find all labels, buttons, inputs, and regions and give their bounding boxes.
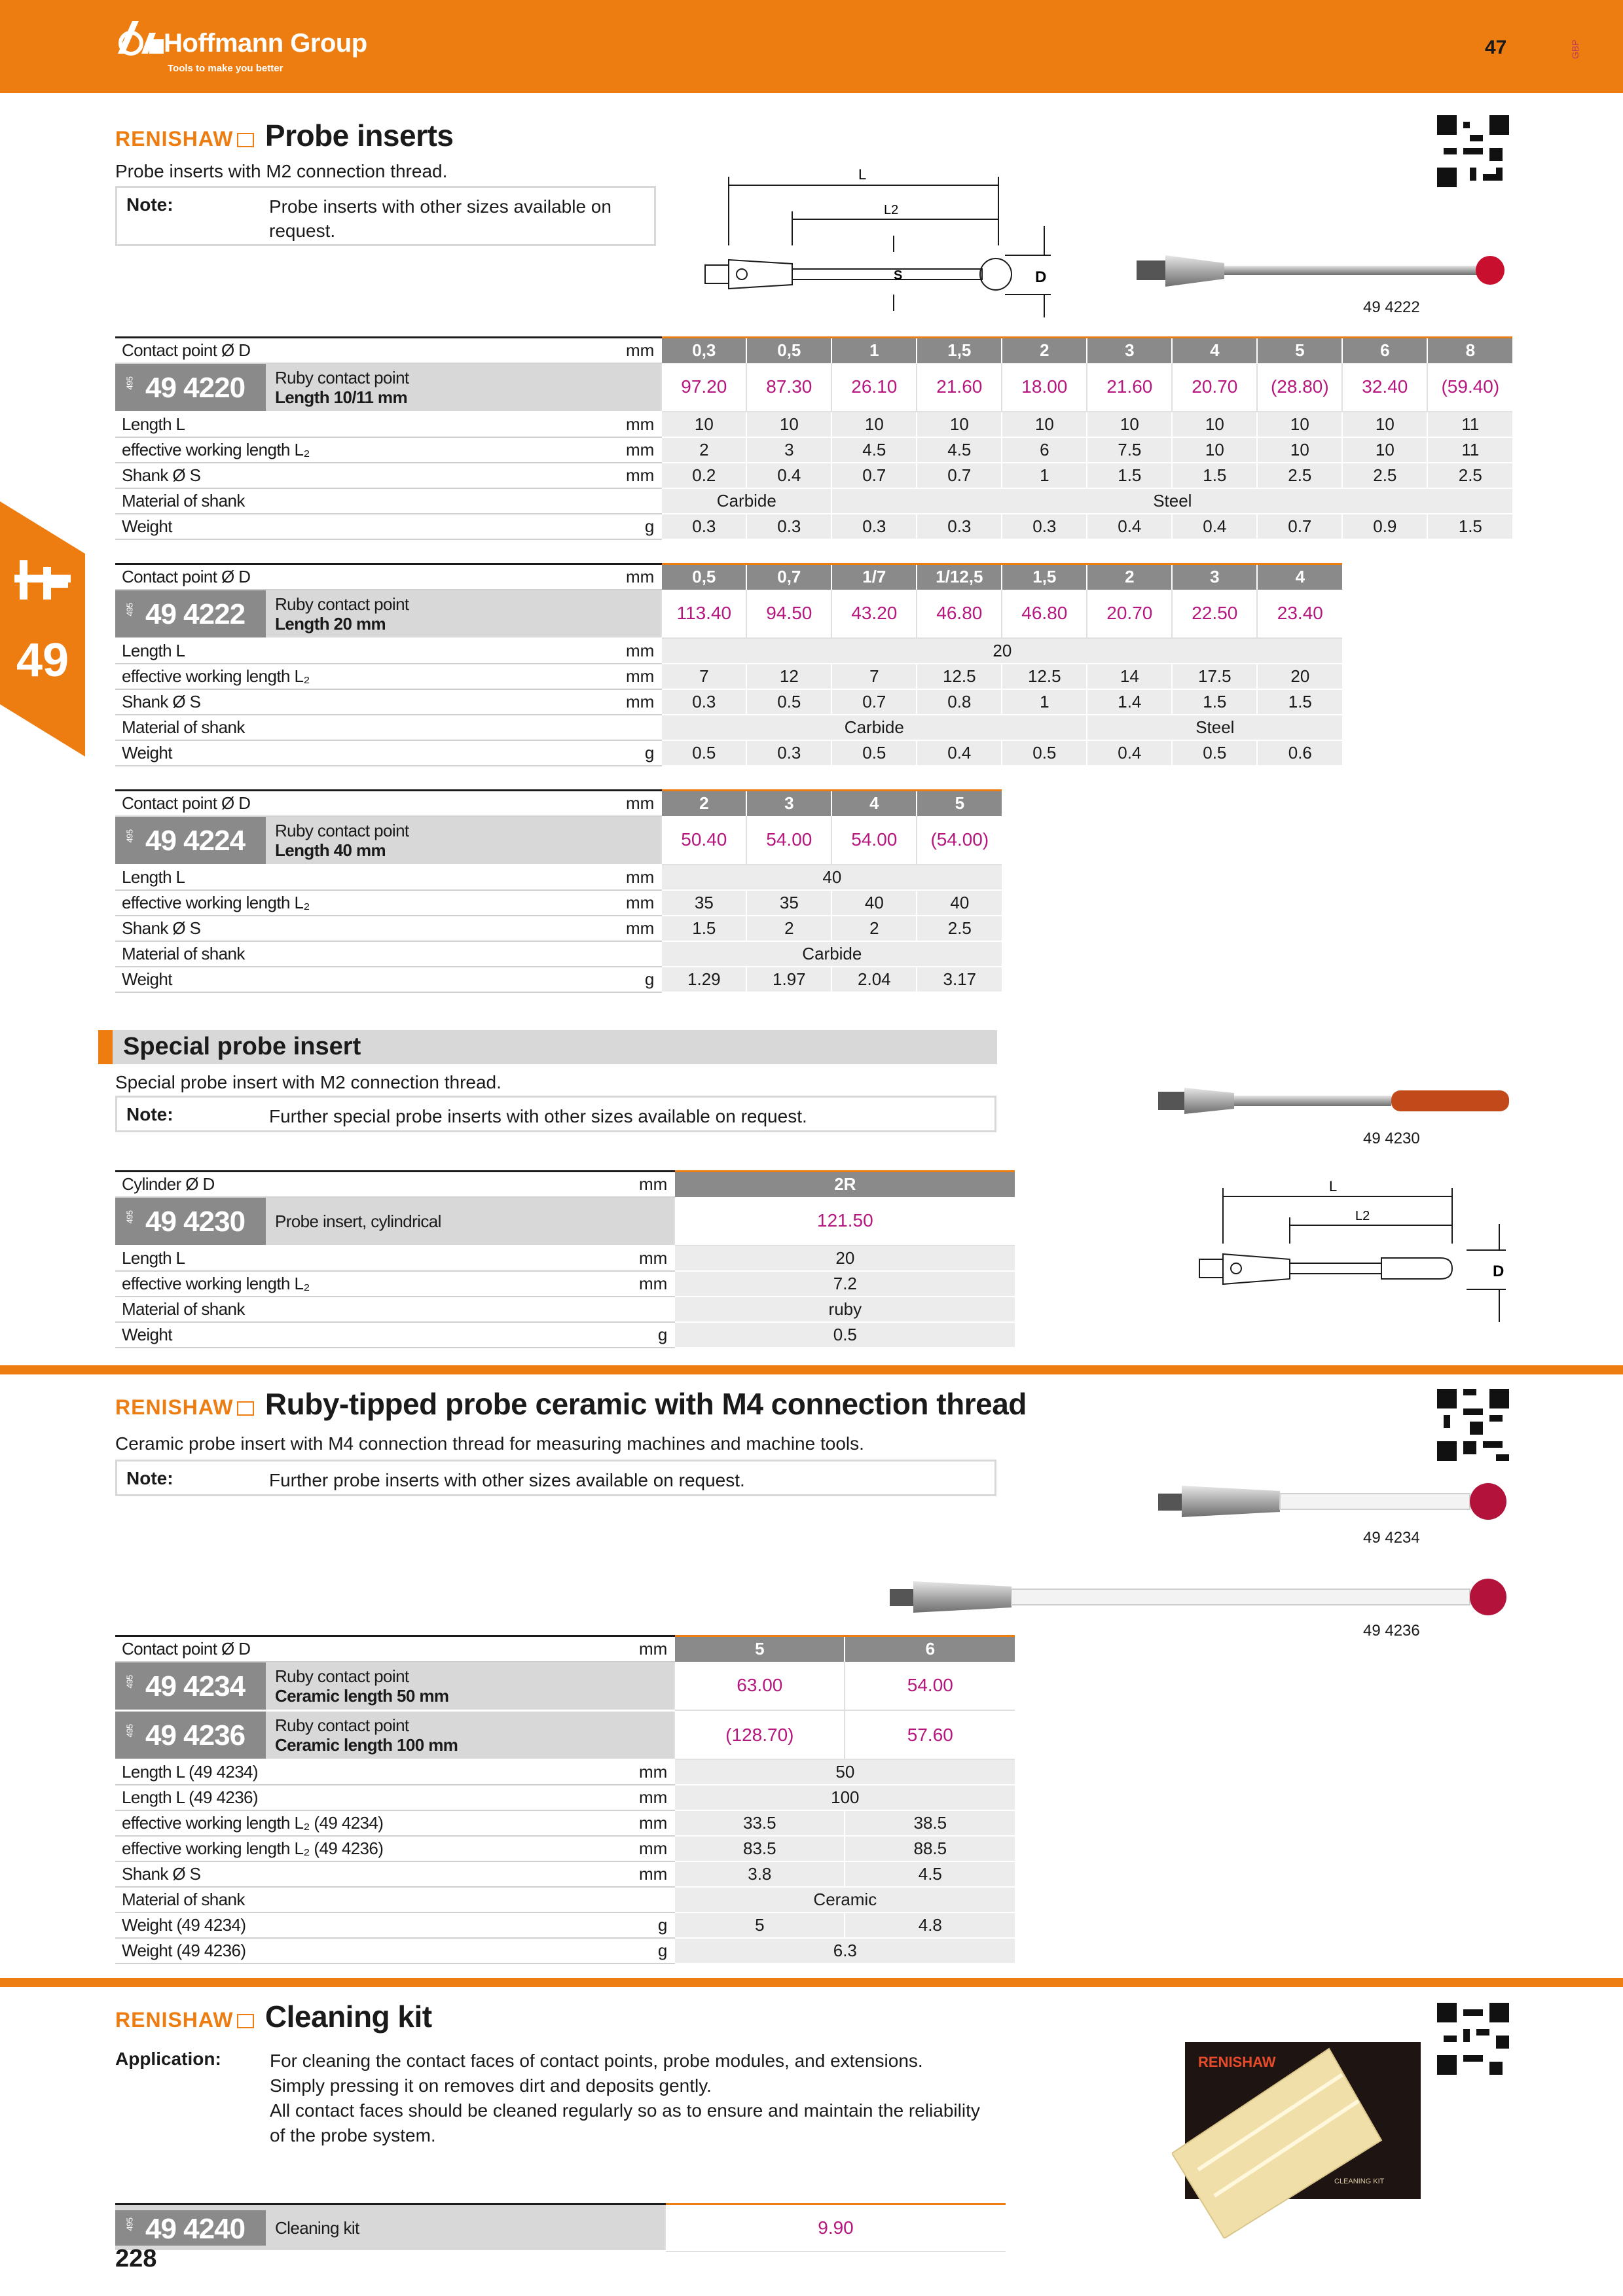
chapter-number: 49 — [16, 634, 69, 687]
renishaw-logo-icon — [237, 1401, 254, 1416]
note-label: Note: — [126, 194, 173, 215]
size-cell: 2 — [1002, 338, 1087, 363]
label-S: S — [894, 268, 903, 283]
size-cell: 6 — [1342, 338, 1427, 363]
size-cell: 1 — [831, 338, 917, 363]
brand-name: Hoffmann Group — [164, 29, 367, 58]
price-cell: 23.40 — [1257, 590, 1342, 639]
table-row: Shank Ø S mm 0.3 0.5 0.7 0.8 1 1.4 1.5 1.5 — [115, 689, 1342, 715]
probe-insert-photo — [1133, 242, 1512, 301]
table-row: effective working length L₂ mm 35 35 40 40 — [115, 890, 1002, 916]
price-cell: 9.90 — [665, 2204, 1006, 2251]
article-row[interactable] — [115, 363, 1512, 412]
section-title-ceramic: RENISHAW Ruby-tipped probe ceramic with M4 connection thread — [115, 1387, 1027, 1421]
table-49-4230 — [115, 1170, 1015, 1348]
price-cell: 20.70 — [1087, 590, 1172, 639]
row-label: Contact point Ø D — [115, 338, 619, 363]
table-49-4224 — [115, 789, 1002, 993]
price-cell: 32.40 — [1342, 363, 1427, 412]
table-row: Weight g 1.29 1.97 2.04 3.17 — [115, 967, 1002, 992]
price-cell: 18.00 — [1002, 363, 1087, 412]
table-header-row: Contact point Ø D mm 0,5 0,7 1/7 1/12,5 1,5 2 3 4 — [115, 564, 1342, 590]
ceramic-intro: Ceramic probe insert with M4 connection thread for measuring machines and machine tools. — [115, 1433, 864, 1454]
table-49-4222 — [115, 563, 1342, 766]
table-row: Length L mm 20 — [115, 1246, 1015, 1271]
article-number: 49 4236 — [145, 1719, 246, 1751]
price-cell: 50.40 — [661, 816, 746, 865]
article-row[interactable] — [115, 2204, 1006, 2251]
special-intro: Special probe insert with M2 connection thread. — [115, 1072, 501, 1092]
article-number: 49 4240 — [145, 2212, 246, 2245]
price-cell: 54.00 — [746, 816, 831, 865]
size-cell: 1,5 — [917, 338, 1002, 363]
brand-tagline: Tools to make you better — [168, 63, 283, 74]
table-row: effective working length L₂ mm 7 12 7 12.5 12.5 14 17.5 20 — [115, 664, 1342, 689]
price-cell: 43.20 — [831, 590, 917, 639]
price-cell: 97.20 — [661, 363, 746, 412]
table-row: Length L mm 10 10 10 10 10 10 10 10 10 11 — [115, 412, 1512, 437]
table-row: Weight g 0.5 — [115, 1322, 1015, 1348]
table-header-row: Cylinder Ø D mm 2R — [115, 1172, 1015, 1197]
special-probe-diagram — [1192, 1172, 1519, 1322]
page-number-bottom: 228 — [115, 2245, 157, 2272]
article-row[interactable] — [115, 816, 1002, 865]
article-number: 49 4224 — [145, 824, 246, 857]
photo-caption: 49 4236 — [1363, 1622, 1420, 1640]
application-text: For cleaning the contact faces of contact points, probe modules, and extensions. Simply pressing it on removes dirt and deposits gently. All contact faces should be cleaned regularly so as to ensure and maintain the reliability of the probe system. — [270, 2051, 980, 2145]
renishaw-brand: RENISHAW — [115, 127, 234, 151]
article-description: Ruby contact point Ceramic length 50 mm — [275, 1666, 449, 1706]
special-section-accent — [98, 1030, 113, 1064]
table-row: Weight (49 4236) g 6.3 — [115, 1938, 1015, 1964]
ceramic-probe-photo-short — [1156, 1477, 1516, 1526]
price-cell: (28.80) — [1257, 363, 1342, 412]
article-description: Ruby contact point Ceramic length 100 mm — [275, 1715, 458, 1755]
table-row: Shank Ø S mm 3.8 4.5 — [115, 1861, 1015, 1887]
photo-caption: 49 4234 — [1363, 1529, 1420, 1547]
label-L2: L2 — [1355, 1209, 1370, 1223]
photo-caption: 49 4222 — [1363, 298, 1420, 316]
table-row: Material of shank Carbide Steel — [115, 488, 1512, 514]
price-cell: 54.00 — [831, 816, 917, 865]
table-header-row: Contact point Ø D mm 2 3 4 5 — [115, 791, 1002, 816]
note-text: Probe inserts with other sizes available on request. — [269, 196, 611, 241]
table-header-row — [115, 338, 1512, 363]
qr-code-icon[interactable] — [1437, 1389, 1509, 1461]
cleaning-kit-photo — [1172, 2029, 1434, 2238]
probe-inserts-intro: Probe inserts with M2 connection thread. — [115, 161, 448, 181]
article-description: Probe insert, cylindrical — [275, 1211, 441, 1231]
price-cell: 20.70 — [1172, 363, 1257, 412]
section-title-special: Special probe insert — [123, 1033, 361, 1060]
table-row: Weight (49 4234) g 5 4.8 — [115, 1912, 1015, 1938]
size-cell: 3 — [1087, 338, 1172, 363]
qr-code-icon[interactable] — [1437, 115, 1509, 187]
section-title-cleaning: RENISHAW Cleaning kit — [115, 2000, 432, 2034]
article-row[interactable] — [115, 590, 1342, 639]
article-number: 49 4222 — [145, 598, 246, 630]
hoffmann-logo-icon — [113, 17, 166, 58]
article-number-box[interactable]: 495 49 4220 — [115, 364, 266, 411]
table-row: Material of shank Ceramic — [115, 1887, 1015, 1912]
article-description: Ruby contact point Length 10/11 mm — [275, 367, 409, 407]
qr-code-icon[interactable] — [1437, 2003, 1509, 2075]
special-note: Note: Further special probe inserts with other sizes available on request. — [115, 1096, 996, 1132]
section-divider — [0, 1978, 1623, 1987]
renishaw-logo-icon — [237, 2014, 254, 2028]
price-cell: 22.50 — [1172, 590, 1257, 639]
price-cell: 87.30 — [746, 363, 831, 412]
table-row: Length L mm 40 — [115, 865, 1002, 890]
table-row: Length L (49 4236) mm 100 — [115, 1785, 1015, 1810]
table-row: Material of shank Carbide Steel — [115, 715, 1342, 740]
size-cell: 5 — [1257, 338, 1342, 363]
page-header — [0, 0, 1623, 93]
article-number-box[interactable]: 495 49 4224 — [115, 817, 266, 864]
table-row: Length L (49 4234) mm 50 — [115, 1759, 1015, 1785]
label-L: L — [1329, 1178, 1338, 1194]
size-cell: 8 — [1427, 338, 1512, 363]
table-row: Weight g 0.5 0.3 0.5 0.4 0.5 0.4 0.5 0.6 — [115, 740, 1342, 766]
photo-caption: 49 4230 — [1363, 1130, 1420, 1147]
section-divider — [0, 1365, 1623, 1374]
table-row: Material of shank Carbide — [115, 941, 1002, 967]
price-cell: 63.00 — [674, 1662, 845, 1711]
application-label: Application: — [115, 2049, 221, 2069]
label-L2: L2 — [884, 203, 899, 217]
ceramic-note: Note: Further probe inserts with other sizes available on request. — [115, 1460, 996, 1496]
table-49-4240 — [115, 2203, 1006, 2252]
probe-insert-diagram — [697, 160, 1064, 317]
page-number-top: 47 — [1485, 37, 1507, 58]
price-cell: (128.70) — [674, 1710, 845, 1759]
probe-inserts-note — [115, 186, 656, 246]
table-header-row: Contact point Ø D mm 5 6 — [115, 1636, 1015, 1662]
ceramic-probe-photo-long — [887, 1572, 1516, 1622]
price-cell: 113.40 — [661, 590, 746, 639]
article-description: Ruby contact point Length 20 mm — [275, 594, 409, 634]
price-cell: (59.40) — [1427, 363, 1512, 412]
table-row: Shank Ø S mm 1.5 2 2 2.5 — [115, 916, 1002, 941]
price-cell: 121.50 — [674, 1197, 1015, 1246]
table-49-4220 — [115, 336, 1512, 540]
price-cell: 57.60 — [845, 1710, 1015, 1759]
table-row: Material of shank ruby — [115, 1297, 1015, 1322]
language-tag: GBP — [1570, 39, 1580, 59]
renishaw-logo-icon — [237, 133, 254, 147]
table-49-4234-4236 — [115, 1635, 1015, 1964]
price-cell: 21.60 — [1087, 363, 1172, 412]
price-cell: 54.00 — [845, 1662, 1015, 1711]
price-cell: 46.80 — [1002, 590, 1087, 639]
price-cell: 21.60 — [917, 363, 1002, 412]
size-cell: 4 — [1172, 338, 1257, 363]
photo-kit-text: CLEANING KIT — [1334, 2178, 1385, 2185]
article-number-box[interactable]: 495 49 4240 — [115, 2210, 266, 2246]
price-cell: 94.50 — [746, 590, 831, 639]
price-cell: 46.80 — [917, 590, 1002, 639]
article-description: Ruby contact point Length 40 mm — [275, 820, 409, 860]
article-number: 49 4220 — [145, 371, 246, 404]
section-title-probe-inserts: RENISHAW Probe inserts — [115, 118, 454, 152]
price-cell: (54.00) — [917, 816, 1002, 865]
chapter-tab[interactable] — [0, 501, 85, 757]
size-cell: 0,3 — [661, 338, 746, 363]
article-number: 49 4230 — [145, 1205, 246, 1238]
photo-brand-text: RENISHAW — [1198, 2054, 1276, 2070]
table-row: effective working length L₂ mm 7.2 — [115, 1271, 1015, 1297]
article-number-box[interactable]: 495 49 4236 — [115, 1712, 266, 1759]
table-row: effective working length L₂ (49 4236) mm 83.5 88.5 — [115, 1836, 1015, 1861]
article-number: 49 4234 — [145, 1670, 246, 1702]
table-row: effective working length L₂ (49 4234) mm 33.5 38.5 — [115, 1810, 1015, 1836]
special-probe-photo — [1156, 1079, 1516, 1124]
price-cell: 26.10 — [831, 363, 917, 412]
article-number-box[interactable]: 495 49 4222 — [115, 590, 266, 637]
article-row[interactable] — [115, 1197, 1015, 1246]
label-L: L — [858, 166, 867, 183]
article-row[interactable] — [115, 1662, 1015, 1711]
row-unit: mm — [619, 338, 661, 363]
article-number-box[interactable]: 495 49 4234 — [115, 1662, 266, 1710]
article-number-box[interactable]: 495 49 4230 — [115, 1198, 266, 1245]
table-row: effective working length L₂ mm 2 3 4.5 4.5 6 7.5 10 10 10 11 — [115, 437, 1512, 463]
size-cell: 0,5 — [746, 338, 831, 363]
table-row: Weight g 0.3 0.3 0.3 0.3 0.3 0.4 0.4 0.7 0.9 1.5 — [115, 514, 1512, 539]
table-row: Length L mm 20 — [115, 638, 1342, 664]
label-D: D — [1493, 1263, 1504, 1280]
article-row[interactable] — [115, 1710, 1015, 1759]
article-description: Cleaning kit — [275, 2217, 359, 2238]
label-D: D — [1035, 268, 1047, 286]
table-row: Shank Ø S mm 0.2 0.4 0.7 0.7 1 1.5 1.5 2.5 2.5 2.5 — [115, 463, 1512, 488]
